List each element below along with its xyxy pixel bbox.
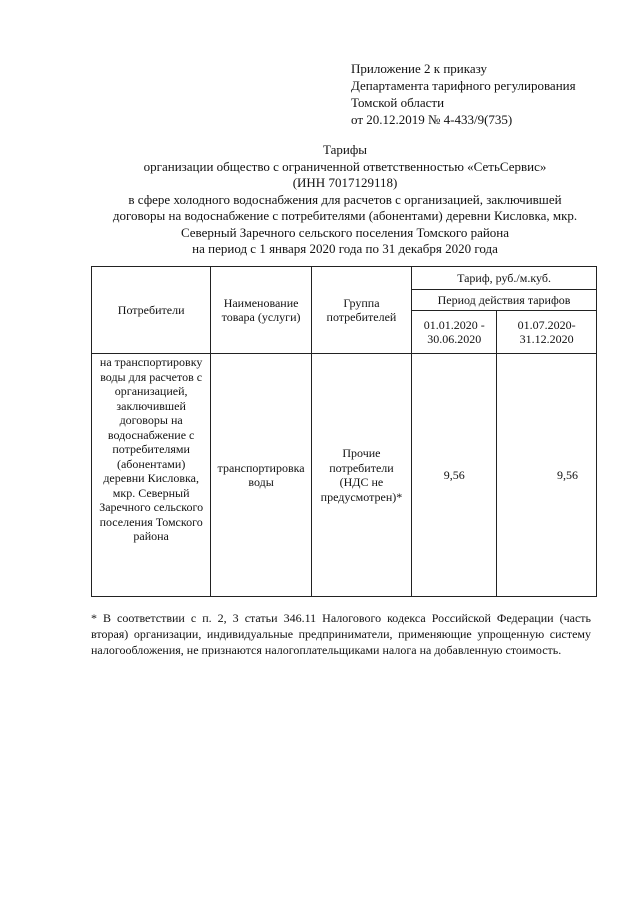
header-period-2: 01.07.2020- 31.12.2020 [497, 311, 597, 354]
title-scope: Северный Заречного сельского поселения Томского района [180, 224, 510, 240]
appendix-line: Томской области [351, 95, 445, 110]
appendix-order-date: от 20.12.2019 № 4-433/9(735) [351, 112, 513, 127]
appendix-header [351, 60, 631, 128]
appendix-line: Приложение 2 к приказу [351, 61, 488, 76]
header-consumers: Потребители [92, 267, 211, 354]
header-goods: Наименование товара (услуги) [211, 267, 312, 354]
title-inn: (ИНН 7017129118) [292, 175, 398, 190]
title-heading: Тарифы [322, 142, 367, 157]
row-goods: транспортировка воды [211, 354, 312, 597]
row-consumers: на транспортировку воды для расчетов с организацией, заключившей договоры на водоснабжение с потребителями (абонентами) деревни Кисловка, мкр. Северный Заречного сельского поселения Томского района [92, 354, 211, 597]
header-group: Группа потребителей [311, 267, 411, 354]
row-tariff-value-1: 9,56 [412, 354, 497, 597]
title-scope: в сфере холодного водоснабжения для расчетов с организацией, заключившей [128, 191, 562, 207]
header-tariff: Тариф, руб./м.куб. [412, 267, 597, 290]
footnote: * В соответствии с п. 2, 3 статьи 346.11 Налогового кодекса Российской Федерации (часть вторая) организации, индивидуальные предприниматели, применяющие упрощенную систему налогообложения, не признаются налогоплательщиками налога на добавленную стоимость. [91, 611, 591, 657]
tariff-table [91, 266, 597, 597]
appendix-line: Департамента тарифного регулирования [351, 78, 576, 93]
title-period: на период с 1 января 2020 года по 31 декабря 2020 года [192, 241, 498, 256]
header-period-1: 01.01.2020 - 30.06.2020 [412, 311, 497, 354]
title-organization: организации общество с ограниченной ответственностью «СетьСервис» [143, 158, 547, 174]
row-group: Прочие потребители (НДС не предусмотрен)* [311, 354, 411, 597]
row-tariff-value-2: 9,56 [497, 354, 597, 597]
title-scope: договоры на водоснабжение с потребителями (абонентами) деревни Кисловка, мкр. [112, 208, 578, 223]
document-title [60, 142, 630, 258]
header-period: Период действия тарифов [412, 290, 597, 311]
